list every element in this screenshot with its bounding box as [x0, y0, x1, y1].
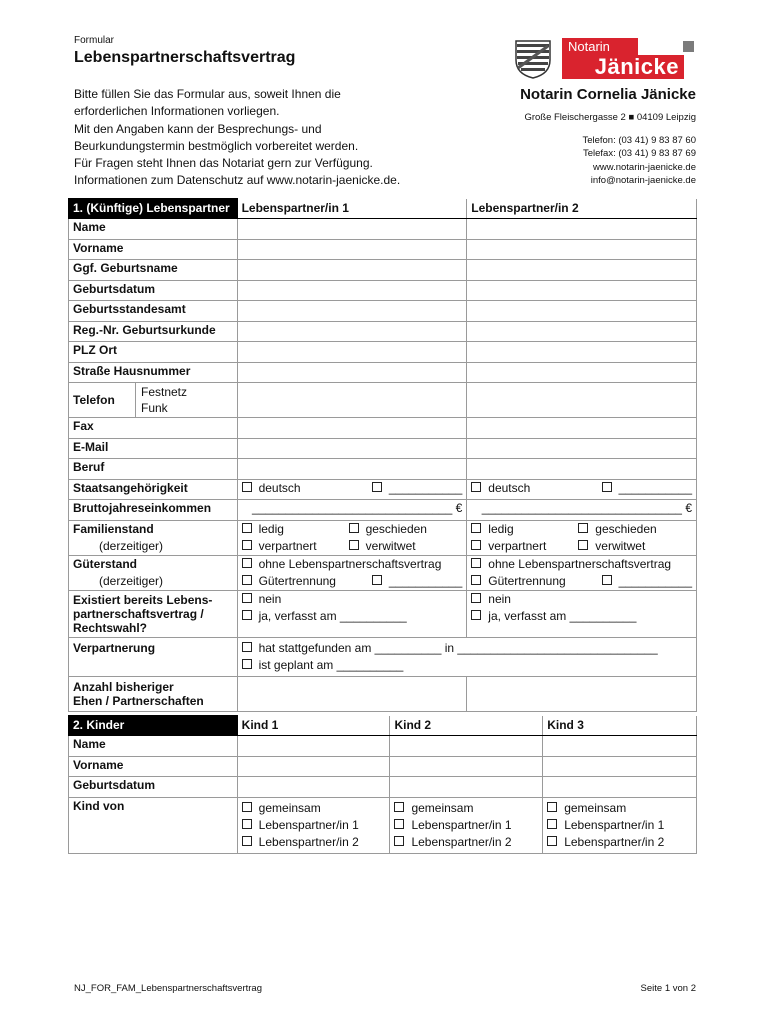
- checkbox-icon: [602, 575, 612, 585]
- verpartnerung-cell: [237, 637, 696, 676]
- checkbox-icon: [242, 558, 252, 568]
- input-name-1[interactable]: [237, 219, 467, 240]
- table-row: [69, 797, 697, 853]
- row-label: Bruttojahreseinkommen: [69, 500, 238, 521]
- gueterstand-label: Güterstand: [73, 556, 138, 571]
- checkbox-other-gueter-2[interactable]: [602, 573, 692, 590]
- option-label: geschieden: [595, 521, 657, 536]
- option-label: gemeinsam: [564, 800, 627, 815]
- table-row: [69, 239, 697, 260]
- input-vorname-1[interactable]: [237, 239, 467, 260]
- input-geburtsname-2[interactable]: [467, 260, 697, 281]
- input-anzahl-1[interactable]: [237, 676, 467, 711]
- table-row: [69, 777, 697, 798]
- table-row: [69, 219, 697, 240]
- option-label: ohne Lebenspartnerschaftsvertrag: [258, 556, 442, 571]
- row-label: [69, 383, 238, 418]
- option-label: hat stattgefunden am __________ in ______________________________: [258, 640, 658, 655]
- table-row: [69, 418, 697, 439]
- page-title: Lebenspartnerschaftsvertrag: [74, 49, 296, 66]
- input-vorname-2[interactable]: [467, 239, 697, 260]
- checkbox-lp2-3[interactable]: [547, 834, 692, 851]
- input-beruf-1[interactable]: [237, 459, 467, 480]
- table-row: [69, 479, 697, 500]
- option-label: Lebenspartner/in 2: [411, 834, 512, 849]
- office-email[interactable]: info@notarin-jaenicke.de: [590, 174, 696, 186]
- table-row: [69, 362, 697, 383]
- checkbox-nein-2[interactable]: [471, 591, 692, 608]
- checkbox-guetertrennung-2[interactable]: [471, 573, 565, 590]
- row-label: Geburtsdatum: [69, 777, 238, 798]
- col-kind2: Kind 2: [390, 716, 543, 736]
- row-label: Straße Hausnummer: [69, 362, 238, 383]
- table-row: [69, 637, 697, 676]
- table-row: [69, 342, 697, 363]
- input-geburtsname-1[interactable]: [237, 260, 467, 281]
- table-row: [69, 459, 697, 480]
- gueterstand-1: [237, 555, 467, 590]
- checkbox-other-gueter-1[interactable]: [372, 573, 462, 590]
- intro-line: erforderlichen Informationen vorliegen.: [74, 104, 280, 119]
- checkbox-icon: [242, 802, 252, 812]
- intro-line: Bitte füllen Sie das Formular aus, soweit Ihnen die: [74, 87, 341, 101]
- section1-title: 1. (Künftige) Lebenspartner: [69, 199, 238, 219]
- table-row: [69, 500, 697, 521]
- option-label: ___________: [388, 573, 463, 588]
- row-label: Geburtsstandesamt: [69, 301, 238, 322]
- table-row: [69, 676, 697, 711]
- vertrag-label-line: partnerschaftsvertrag /: [73, 606, 204, 621]
- col-partner1: Lebenspartner/in 1: [237, 199, 467, 219]
- row-label: Verpartnerung: [69, 637, 238, 676]
- anzahl-label-line: Anzahl bisheriger: [73, 679, 174, 694]
- row-label: Beruf: [69, 459, 238, 480]
- checkbox-gemeinsam-1[interactable]: [242, 800, 386, 817]
- checkbox-icon: [602, 482, 612, 492]
- table-row: [69, 590, 697, 637]
- kindvon-3: [543, 797, 697, 853]
- saxony-seal-icon: [512, 38, 554, 80]
- checkbox-icon: [372, 575, 382, 585]
- checkbox-ja-1[interactable]: [242, 608, 463, 625]
- row-label: Reg.-Nr. Geburtsurkunde: [69, 321, 238, 342]
- option-label: ist geplant am __________: [258, 657, 404, 672]
- checkbox-icon: [242, 642, 252, 652]
- checkbox-lp1-3[interactable]: [547, 817, 692, 834]
- option-label: verpartnert: [488, 538, 547, 553]
- input-beruf-2[interactable]: [467, 459, 697, 480]
- checkbox-icon: [547, 819, 557, 829]
- row-label: Name: [69, 736, 238, 757]
- option-label: ___________: [618, 573, 692, 588]
- input-brutto-2[interactable]: ______________________________ €: [467, 500, 697, 521]
- option-label: verwitwet: [365, 538, 416, 553]
- staat-1: [237, 479, 467, 500]
- option-label: ___________: [388, 480, 463, 495]
- row-label: Vorname: [69, 239, 238, 260]
- checkbox-deutsch-2[interactable]: [471, 480, 530, 497]
- checkbox-icon: [578, 523, 588, 533]
- partner-table: [68, 198, 697, 712]
- input-strasse-2[interactable]: [467, 362, 697, 383]
- table-row: [69, 321, 697, 342]
- option-label: gemeinsam: [258, 800, 321, 815]
- checkbox-icon: [578, 540, 588, 550]
- table-row: [69, 520, 697, 555]
- input-email-1[interactable]: [237, 438, 467, 459]
- vertrag-1: [237, 590, 467, 637]
- logo-line1: Notarin: [562, 38, 638, 55]
- office-contact: [582, 134, 696, 187]
- checkbox-icon: [471, 558, 481, 568]
- familienstand-1: [237, 520, 467, 555]
- input-standesamt-1[interactable]: [237, 301, 467, 322]
- input-plz-1[interactable]: [237, 342, 467, 363]
- option-label: verwitwet: [595, 538, 646, 553]
- checkbox-lp1-1[interactable]: [242, 817, 386, 834]
- checkbox-icon: [242, 575, 252, 585]
- input-email-2[interactable]: [467, 438, 697, 459]
- checkbox-ledig-2[interactable]: [471, 521, 513, 538]
- option-label: deutsch: [258, 480, 301, 495]
- children-table: [68, 715, 697, 854]
- row-label: [69, 555, 238, 590]
- option-label: nein: [258, 591, 282, 606]
- option-label: Lebenspartner/in 2: [258, 834, 359, 849]
- input-kind-name-1[interactable]: [237, 736, 390, 757]
- funk-label: Funk: [141, 401, 168, 415]
- staat-2: [467, 479, 697, 500]
- input-kind-gebdat-1[interactable]: [237, 777, 390, 798]
- footer-page: Seite 1 von 2: [640, 983, 696, 994]
- input-regnr-2[interactable]: [467, 321, 697, 342]
- checkbox-icon: [242, 523, 252, 533]
- table-row: [69, 260, 697, 281]
- checkbox-icon: [242, 540, 252, 550]
- option-label: nein: [488, 591, 511, 606]
- input-anzahl-2[interactable]: [467, 676, 697, 711]
- kindvon-2: [390, 797, 543, 853]
- festnetz-label: Festnetz: [141, 385, 188, 399]
- option-label: Gütertrennung: [258, 573, 336, 588]
- checkbox-verwitwet-1[interactable]: [349, 538, 447, 555]
- option-label: Lebenspartner/in 2: [564, 834, 665, 849]
- table-row: [69, 383, 697, 418]
- checkbox-icon: [471, 575, 481, 585]
- familienstand-2: [467, 520, 697, 555]
- input-kind-vorname-1[interactable]: [237, 756, 390, 777]
- checkbox-ledig-1[interactable]: [242, 521, 284, 538]
- checkbox-icon: [471, 540, 481, 550]
- office-phone: Telefon: (03 41) 9 83 87 60: [582, 135, 696, 146]
- checkbox-lp2-1[interactable]: [242, 834, 386, 851]
- option-label: geschieden: [365, 521, 427, 536]
- checkbox-deutsch-1[interactable]: [242, 480, 301, 497]
- input-geburtsdatum-2[interactable]: [467, 280, 697, 301]
- checkbox-icon: [471, 610, 481, 620]
- checkbox-lp1-2[interactable]: [394, 817, 538, 834]
- table-row: [69, 555, 697, 590]
- vertrag-2: [467, 590, 697, 637]
- input-kind-name-2[interactable]: [390, 736, 543, 757]
- checkbox-geplant[interactable]: [242, 657, 692, 674]
- kindvon-1: [237, 797, 390, 853]
- row-label: [69, 676, 238, 711]
- checkbox-icon: [242, 819, 252, 829]
- checkbox-icon: [372, 482, 382, 492]
- option-label: ledig: [258, 521, 284, 536]
- table-row: [69, 736, 697, 757]
- input-geburtsdatum-1[interactable]: [237, 280, 467, 301]
- gueterstand-2: [467, 555, 697, 590]
- checkbox-icon: [471, 523, 481, 533]
- vertrag-label-line: Rechtswahl?: [73, 620, 148, 635]
- checkbox-icon: [242, 610, 252, 620]
- intro-line: Mit den Angaben kann der Besprechungs- und: [74, 121, 322, 136]
- option-label: ja, verfasst am __________: [488, 608, 637, 623]
- telefon-label: Telefon: [73, 393, 115, 407]
- checkbox-stattgefunden[interactable]: [242, 640, 692, 657]
- input-kind-gebdat-3[interactable]: [543, 777, 697, 798]
- logo-square: [683, 41, 694, 52]
- table-row: [69, 280, 697, 301]
- checkbox-verpartnert-1[interactable]: [242, 538, 317, 555]
- vertrag-label-line: Existiert bereits Lebens-: [73, 592, 213, 607]
- option-label: gemeinsam: [411, 800, 474, 815]
- input-brutto-1[interactable]: ______________________________ €: [237, 500, 467, 521]
- checkbox-icon: [394, 836, 404, 846]
- input-regnr-1[interactable]: [237, 321, 467, 342]
- input-strasse-1[interactable]: [237, 362, 467, 383]
- option-label: Lebenspartner/in 1: [564, 817, 665, 832]
- anzahl-label-line: Ehen / Partnerschaften: [73, 693, 204, 708]
- col-partner2: Lebenspartner/in 2: [467, 199, 697, 219]
- checkbox-icon: [547, 802, 557, 812]
- checkbox-icon: [242, 593, 252, 603]
- input-standesamt-2[interactable]: [467, 301, 697, 322]
- checkbox-icon: [471, 593, 481, 603]
- logo-line2: Jänicke: [562, 55, 684, 79]
- checkbox-verwitwet-2[interactable]: [578, 538, 676, 555]
- checkbox-icon: [242, 482, 252, 492]
- checkbox-icon: [242, 659, 252, 669]
- input-kind-gebdat-2[interactable]: [390, 777, 543, 798]
- row-label: [69, 520, 238, 555]
- checkbox-ja-2[interactable]: [471, 608, 692, 625]
- col-kind3: Kind 3: [543, 716, 697, 736]
- checkbox-icon: [394, 802, 404, 812]
- checkbox-icon: [242, 836, 252, 846]
- row-label: Name: [69, 219, 238, 240]
- checkbox-gemeinsam-2[interactable]: [394, 800, 538, 817]
- checkbox-guetertrennung-1[interactable]: [242, 573, 336, 590]
- row-label: Geburtsdatum: [69, 280, 238, 301]
- checkbox-geschieden-2[interactable]: [578, 521, 676, 538]
- row-label: E-Mail: [69, 438, 238, 459]
- input-name-2[interactable]: [467, 219, 697, 240]
- checkbox-ohne-2[interactable]: [471, 556, 692, 573]
- intro-line: Für Fragen steht Ihnen das Notariat gern zur Verfügung.: [74, 156, 373, 171]
- intro-line: Informationen zum Datenschutz auf www.notarin-jaenicke.de.: [74, 173, 401, 188]
- checkbox-icon: [471, 482, 481, 492]
- checkbox-ohne-1[interactable]: [242, 556, 463, 573]
- row-label: Kind von: [69, 797, 238, 853]
- intro-line: Beurkundungstermin bestmöglich vorbereitet werden.: [74, 138, 359, 153]
- form-kicker: Formular: [74, 35, 115, 46]
- option-label: ledig: [488, 521, 514, 536]
- checkbox-icon: [349, 523, 359, 533]
- input-plz-2[interactable]: [467, 342, 697, 363]
- derzeitiger-label: (derzeitiger): [99, 538, 164, 553]
- checkbox-lp2-2[interactable]: [394, 834, 538, 851]
- office-address: Große Fleischergasse 2 ■ 04109 Leipzig: [524, 112, 696, 123]
- checkbox-other-2[interactable]: [602, 480, 692, 497]
- input-fax-2[interactable]: [467, 418, 697, 439]
- checkbox-nein-1[interactable]: [242, 591, 463, 608]
- footer-docid: NJ_FOR_FAM_Lebenspartnerschaftsvertrag: [74, 983, 262, 994]
- row-label: Staatsangehörigkeit: [69, 479, 238, 500]
- option-label: Gütertrennung: [488, 573, 566, 588]
- notary-logo: [512, 38, 696, 80]
- intro-text: [74, 86, 474, 190]
- option-label: Lebenspartner/in 1: [258, 817, 359, 832]
- input-kind-vorname-2[interactable]: [390, 756, 543, 777]
- row-label: [69, 590, 238, 637]
- checkbox-icon: [394, 819, 404, 829]
- option-label: Lebenspartner/in 1: [411, 817, 512, 832]
- option-label: ohne Lebenspartnerschaftsvertrag: [488, 556, 672, 571]
- row-label: Fax: [69, 418, 238, 439]
- checkbox-icon: [349, 540, 359, 550]
- option-label: ja, verfasst am __________: [258, 608, 407, 623]
- row-label: PLZ Ort: [69, 342, 238, 363]
- checkbox-gemeinsam-3[interactable]: [547, 800, 692, 817]
- input-telefon-1[interactable]: [237, 383, 467, 418]
- input-telefon-2[interactable]: [467, 383, 697, 418]
- option-label: ___________: [618, 480, 692, 495]
- checkbox-icon: [547, 836, 557, 846]
- section2-title: 2. Kinder: [69, 716, 238, 736]
- office-web[interactable]: www.notarin-jaenicke.de: [593, 161, 696, 173]
- checkbox-geschieden-1[interactable]: [349, 521, 447, 538]
- option-label: deutsch: [488, 480, 531, 495]
- familienstand-label: Familienstand: [73, 521, 154, 536]
- input-kind-vorname-3[interactable]: [543, 756, 697, 777]
- row-label: Vorname: [69, 756, 238, 777]
- office-name: Notarin Cornelia Jänicke: [520, 86, 696, 103]
- row-label: Ggf. Geburtsname: [69, 260, 238, 281]
- office-fax: Telefax: (03 41) 9 83 87 69: [582, 148, 696, 160]
- option-label: verpartnert: [258, 538, 317, 553]
- input-kind-name-3[interactable]: [543, 736, 697, 757]
- input-fax-1[interactable]: [237, 418, 467, 439]
- table-row: [69, 438, 697, 459]
- derzeitiger-label: (derzeitiger): [99, 573, 164, 588]
- table-row: [69, 756, 697, 777]
- col-kind1: Kind 1: [237, 716, 390, 736]
- checkbox-verpartnert-2[interactable]: [471, 538, 546, 555]
- table-row: [69, 301, 697, 322]
- checkbox-other-1[interactable]: [372, 480, 462, 497]
